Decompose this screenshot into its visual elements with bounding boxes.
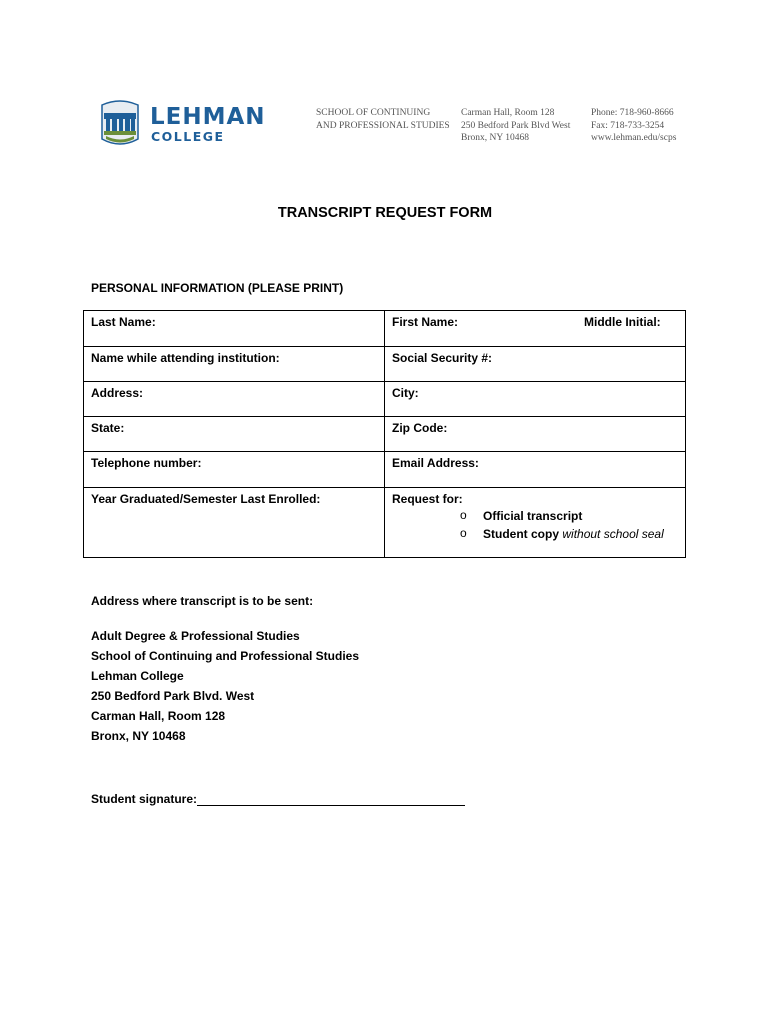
signature-label: Student signature: xyxy=(91,792,198,806)
table-row xyxy=(84,452,685,488)
mailing-address-line: Adult Degree & Professional Studies xyxy=(91,629,300,643)
state-field[interactable]: State: xyxy=(91,421,125,435)
logo-name: LEHMAN xyxy=(150,104,266,130)
student-copy-checkbox[interactable]: o xyxy=(460,526,467,540)
student-copy-text: Student copy xyxy=(483,527,560,541)
ssn-field[interactable]: Social Security #: xyxy=(392,351,493,365)
logo-subtitle: COLLEGE xyxy=(151,129,225,144)
header-phone: Phone: 718-960-8666 xyxy=(591,108,674,118)
page-title: TRANSCRIPT REQUEST FORM xyxy=(277,205,493,221)
header-address xyxy=(461,107,570,145)
student-copy-note: without school seal xyxy=(562,527,664,541)
address-field[interactable]: Address: xyxy=(91,386,144,400)
header-contact xyxy=(591,107,676,145)
table-row xyxy=(84,311,685,347)
mailing-address-line: School of Continuing and Professional Studies xyxy=(91,649,360,663)
official-transcript-checkbox[interactable]: o xyxy=(460,508,467,522)
mailing-address-line: Bronx, NY 10468 xyxy=(91,729,186,743)
section-title: PERSONAL INFORMATION (PLEASE PRINT) xyxy=(91,281,344,295)
table-row xyxy=(84,347,685,382)
table-row xyxy=(84,417,685,452)
city-field[interactable]: City: xyxy=(392,386,419,400)
school-name-line: SCHOOL OF CONTINUING xyxy=(316,108,431,118)
mailing-address-line: 250 Bedford Park Blvd. West xyxy=(91,689,255,703)
mailing-address-line: Carman Hall, Room 128 xyxy=(91,709,226,723)
telephone-field[interactable]: Telephone number: xyxy=(91,456,202,470)
school-name xyxy=(316,107,450,132)
header-address-line: 250 Bedford Park Blvd West xyxy=(461,120,571,131)
mailing-address xyxy=(91,626,359,746)
header-website-link[interactable]: www.lehman.edu/scps xyxy=(591,133,677,143)
email-field[interactable]: Email Address: xyxy=(392,456,479,470)
personal-info-table xyxy=(83,310,686,558)
college-crest-icon xyxy=(100,99,140,147)
student-copy-label xyxy=(483,527,664,541)
zip-code-field[interactable]: Zip Code: xyxy=(392,421,448,435)
name-while-attending-field[interactable]: Name while attending institution: xyxy=(91,351,280,365)
header-address-line: Carman Hall, Room 128 xyxy=(461,108,555,118)
request-for-label: Request for: xyxy=(392,492,463,506)
lehman-college-logo xyxy=(100,99,270,149)
first-name-field[interactable]: First Name: xyxy=(392,315,459,329)
last-name-field[interactable]: Last Name: xyxy=(91,315,156,329)
table-row xyxy=(84,382,685,417)
mailing-address-line: Lehman College xyxy=(91,669,184,683)
official-transcript-label: Official transcript xyxy=(483,509,583,523)
mail-address-label: Address where transcript is to be sent: xyxy=(91,594,314,608)
middle-initial-field[interactable]: Middle Initial: xyxy=(584,315,661,329)
header-address-line: Bronx, NY 10468 xyxy=(461,133,529,143)
table-row xyxy=(84,488,685,557)
signature-field[interactable] xyxy=(197,805,465,806)
school-name-line: AND PROFESSIONAL STUDIES xyxy=(316,120,450,131)
year-graduated-field[interactable]: Year Graduated/Semester Last Enrolled: xyxy=(91,492,321,506)
header-fax: Fax: 718-733-3254 xyxy=(591,120,665,131)
